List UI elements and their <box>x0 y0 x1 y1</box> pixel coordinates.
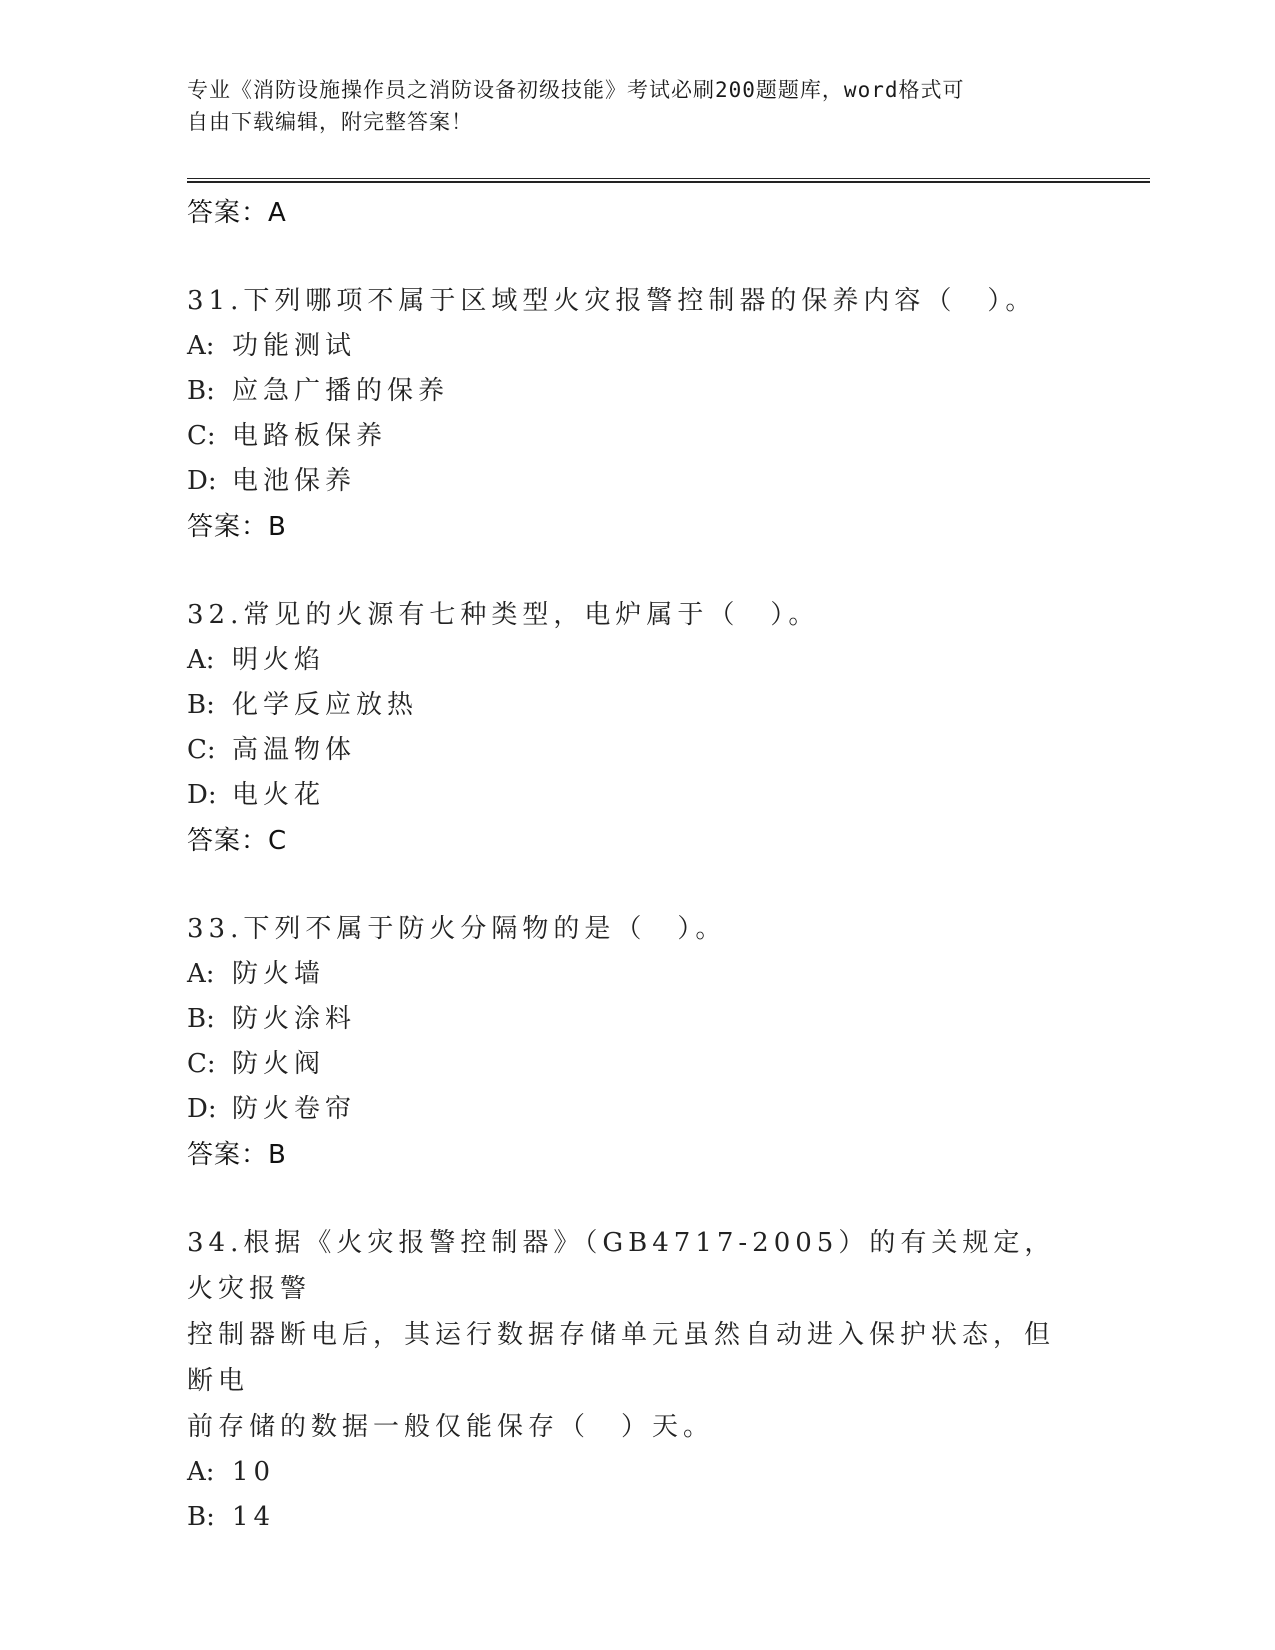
option-text: 14 <box>232 1502 276 1532</box>
answer: 答案：B <box>187 512 287 542</box>
option-d <box>187 459 1067 504</box>
option-a <box>187 1450 1067 1495</box>
question-text: 33.下列不属于防火分隔物的是（ ）。 <box>187 914 727 944</box>
option-text: 化学反应放热 <box>232 690 419 720</box>
page-header <box>187 74 1067 138</box>
option-text: 防火阀 <box>232 1049 326 1079</box>
option-text: 防火涂料 <box>232 1004 357 1034</box>
option-letter: A: <box>187 645 215 675</box>
header-divider <box>187 178 1150 183</box>
option-letter: D: <box>187 780 217 810</box>
option-b <box>187 369 1067 414</box>
option-text: 明火焰 <box>232 645 326 675</box>
divider-thin-line <box>187 178 1150 179</box>
option-a <box>187 638 1067 683</box>
question-31 <box>187 278 1067 550</box>
option-letter: B: <box>187 690 215 720</box>
option-letter: A: <box>187 1457 215 1487</box>
option-text: 电路板保养 <box>232 421 388 451</box>
option-letter: B: <box>187 1004 215 1034</box>
option-b <box>187 683 1067 728</box>
question-33 <box>187 906 1067 1178</box>
option-d <box>187 773 1067 818</box>
answer-previous: 答案：A <box>187 198 287 228</box>
option-text: 电池保养 <box>232 466 357 496</box>
question-text: 31.下列哪项不属于区域型火灾报警控制器的保养内容（ ）。 <box>187 286 1037 316</box>
question-text-line-3: 前存储的数据一般仅能保存（ ）天。 <box>187 1412 715 1442</box>
option-letter: A: <box>187 331 215 361</box>
question-text-line-1: 34.根据《火灾报警控制器》（GB4717-2005）的有关规定，火灾报警 <box>187 1228 1056 1304</box>
option-c <box>187 728 1067 773</box>
question-text-line-2: 控制器断电后，其运行数据存储单元虽然自动进入保护状态，但断电 <box>187 1320 1056 1396</box>
question-34 <box>187 1220 1067 1540</box>
option-letter: D: <box>187 1094 217 1124</box>
option-letter: D: <box>187 466 217 496</box>
option-b <box>187 997 1067 1042</box>
option-letter: B: <box>187 376 215 406</box>
option-text: 防火卷帘 <box>232 1094 357 1124</box>
option-text: 10 <box>232 1457 276 1487</box>
divider-thick-line <box>187 181 1150 183</box>
option-letter: C: <box>187 421 216 451</box>
header-line-2: 自由下载编辑，附完整答案！ <box>187 110 473 134</box>
answer: 答案：B <box>187 1140 287 1170</box>
document-body <box>187 190 1067 1540</box>
answer: 答案：C <box>187 826 288 856</box>
option-letter: C: <box>187 1049 216 1079</box>
question-32 <box>187 592 1067 864</box>
option-d <box>187 1087 1067 1132</box>
option-text: 电火花 <box>232 780 326 810</box>
option-b <box>187 1495 1067 1540</box>
option-text: 防火墙 <box>232 959 326 989</box>
option-letter: C: <box>187 735 216 765</box>
question-text: 32.常见的火源有七种类型，电炉属于（ ）。 <box>187 600 820 630</box>
option-text: 高温物体 <box>232 735 357 765</box>
option-text: 功能测试 <box>232 331 357 361</box>
option-a <box>187 952 1067 997</box>
option-a <box>187 324 1067 369</box>
option-c <box>187 1042 1067 1087</box>
option-c <box>187 414 1067 459</box>
header-line-1: 专业《消防设施操作员之消防设备初级技能》考试必刷200题题库，word格式可 <box>187 78 965 102</box>
option-letter: A: <box>187 959 215 989</box>
option-letter: B: <box>187 1502 215 1532</box>
option-text: 应急广播的保养 <box>232 376 450 406</box>
